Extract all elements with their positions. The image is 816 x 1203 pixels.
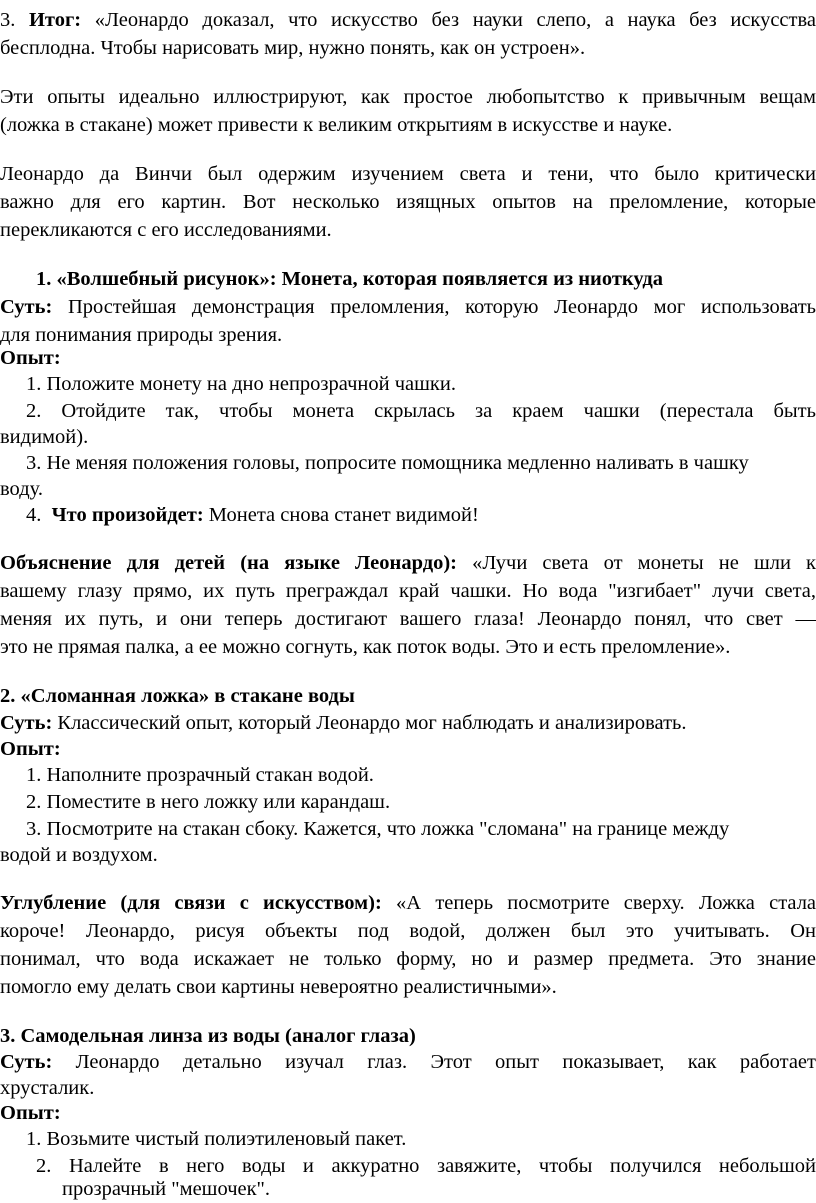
para1-text-1: Эти опыты идеально иллюстрируют, как простое любопытство к привычным вещам <box>0 86 816 108</box>
para2-line-3: перекликаются с его исследованиями. <box>0 219 332 241</box>
exp1-explain-line-4: это не прямая палка, а ее можно согнуть, как поток воды. Это и есть преломление». <box>0 636 731 658</box>
exp1-step-3-line-2: воду. <box>0 478 43 500</box>
summary-line-2: бесплодна. Чтобы нарисовать мир, нужно понять, как он устроен». <box>0 37 586 59</box>
exp2-step-3-line-2: водой и воздухом. <box>0 844 158 866</box>
exp3-step-2-line-2: прозрачный "мешочек". <box>62 1178 271 1200</box>
para1-line-2: (ложка в стакане) может привести к великим открытиям в искусстве и науке. <box>0 114 673 136</box>
exp2-essence-label: Суть: <box>0 712 53 734</box>
exp2-deep-text-2: короче! Леонардо, рисуя объекты под водой, должен был это учитывать. Он <box>0 920 816 942</box>
exp1-essence-line-1 <box>0 293 816 321</box>
exp2-essence-text: Классический опыт, который Леонардо мог наблюдать и анализировать. <box>57 712 687 734</box>
exp1-essence-label: Суть: <box>0 296 53 318</box>
exp1-step-1: 1. Положите монету на дно непрозрачной чашки. <box>26 373 456 395</box>
exp1-step-4-label: Что произойдет: <box>51 504 204 526</box>
exp1-step-2-line-1 <box>26 397 816 425</box>
exp2-essence-line <box>0 709 816 737</box>
exp1-heading: 1. «Волшебный рисунок»: Монета, которая появляется из ниоткуда <box>36 268 664 290</box>
para2-text-1: Леонардо да Винчи был одержим изучением света и тени, что было критически <box>0 163 816 185</box>
summary-label: Итог: <box>28 9 82 31</box>
exp3-essence-line-1 <box>0 1048 816 1076</box>
exp2-step-2: 2. Поместите в него ложку или карандаш. <box>26 791 391 813</box>
exp1-explain-text-3: меняя их путь, и они теперь достигают вашего глаза! Леонардо понял, что свет — <box>0 608 816 630</box>
exp1-explain-line-2 <box>0 577 816 605</box>
exp2-deep-label: Углубление (для связи с искусством): <box>0 892 382 914</box>
exp1-explain-text-1: «Лучи света от монеты не шли к <box>472 552 816 574</box>
para1-line-1 <box>0 83 816 111</box>
exp1-step-4 <box>26 501 816 529</box>
exp2-heading: 2. «Сломанная ложка» в стакане воды <box>0 685 355 707</box>
para2-line-2 <box>0 188 816 216</box>
exp1-step-3-line-1: 3. Не меняя положения головы, попросите помощника медленно наливать в чашку <box>26 452 749 474</box>
exp1-step-4-number: 4. <box>26 504 42 526</box>
exp1-step-2-line-2: видимой). <box>0 426 89 448</box>
exp1-explain-label: Объяснение для детей (на языке Леонардо): <box>0 552 457 574</box>
exp1-experiment-label: Опыт: <box>0 347 61 369</box>
exp3-essence-line-2: хрусталик. <box>0 1077 95 1099</box>
exp3-experiment-label: Опыт: <box>0 1102 61 1124</box>
para2-line-1 <box>0 160 816 188</box>
exp3-essence-text: Леонардо детально изучал глаз. Этот опыт показывает, как работает <box>75 1051 816 1073</box>
exp3-heading: 3. Самодельная линза из воды (аналог глаза) <box>0 1025 416 1047</box>
exp3-step-2-number: 2. <box>36 1155 52 1177</box>
exp1-explain-text-2: вашему глазу прямо, их путь преграждал край чашки. Но вода "изгибает" лучи света, <box>0 580 816 602</box>
exp2-step-1: 1. Наполните прозрачный стакан водой. <box>26 764 374 786</box>
exp2-deep-line-1 <box>0 889 816 917</box>
summary-number: 3. <box>0 9 16 31</box>
exp1-explain-line-1 <box>0 549 816 577</box>
exp1-essence-text: Простейшая демонстрация преломления, которую Леонардо мог использовать <box>67 296 816 318</box>
exp2-deep-line-4: помогло ему делать свои картины невероятно реалистичными». <box>0 976 557 998</box>
exp3-step-2-text: Налейте в него воды и аккуратно завяжите, чтобы получился небольшой <box>68 1155 816 1177</box>
summary-line-1 <box>0 6 816 34</box>
summary-text: «Леонардо доказал, что искусство без науки слепо, а наука без искусства <box>94 9 816 31</box>
exp1-essence-line-2: для понимания природы зрения. <box>0 324 283 346</box>
exp2-step-3-line-1: 3. Посмотрите на стакан сбоку. Кажется, что ложка "сломана" на границе между <box>26 818 730 840</box>
exp2-experiment-label: Опыт: <box>0 738 61 760</box>
exp1-explain-line-3 <box>0 605 816 633</box>
exp3-essence-label: Суть: <box>0 1051 53 1073</box>
para2-text-2: важно для его картин. Вот несколько изящных опытов на преломление, которые <box>0 191 816 213</box>
exp3-step-1: 1. Возьмите чистый полиэтиленовый пакет. <box>26 1128 407 1150</box>
exp2-deep-line-2 <box>0 917 816 945</box>
exp2-deep-line-3 <box>0 945 816 973</box>
exp2-deep-text-1: «А теперь посмотрите сверху. Ложка стала <box>396 892 816 914</box>
exp1-step-2-text: 2. Отойдите так, чтобы монета скрылась за краем чашки (перестала быть <box>26 400 816 422</box>
exp2-deep-text-3: понимал, что вода искажает не только форму, но и размер предмета. Это знание <box>0 948 816 970</box>
exp1-step-4-text: Монета снова станет видимой! <box>208 504 479 526</box>
